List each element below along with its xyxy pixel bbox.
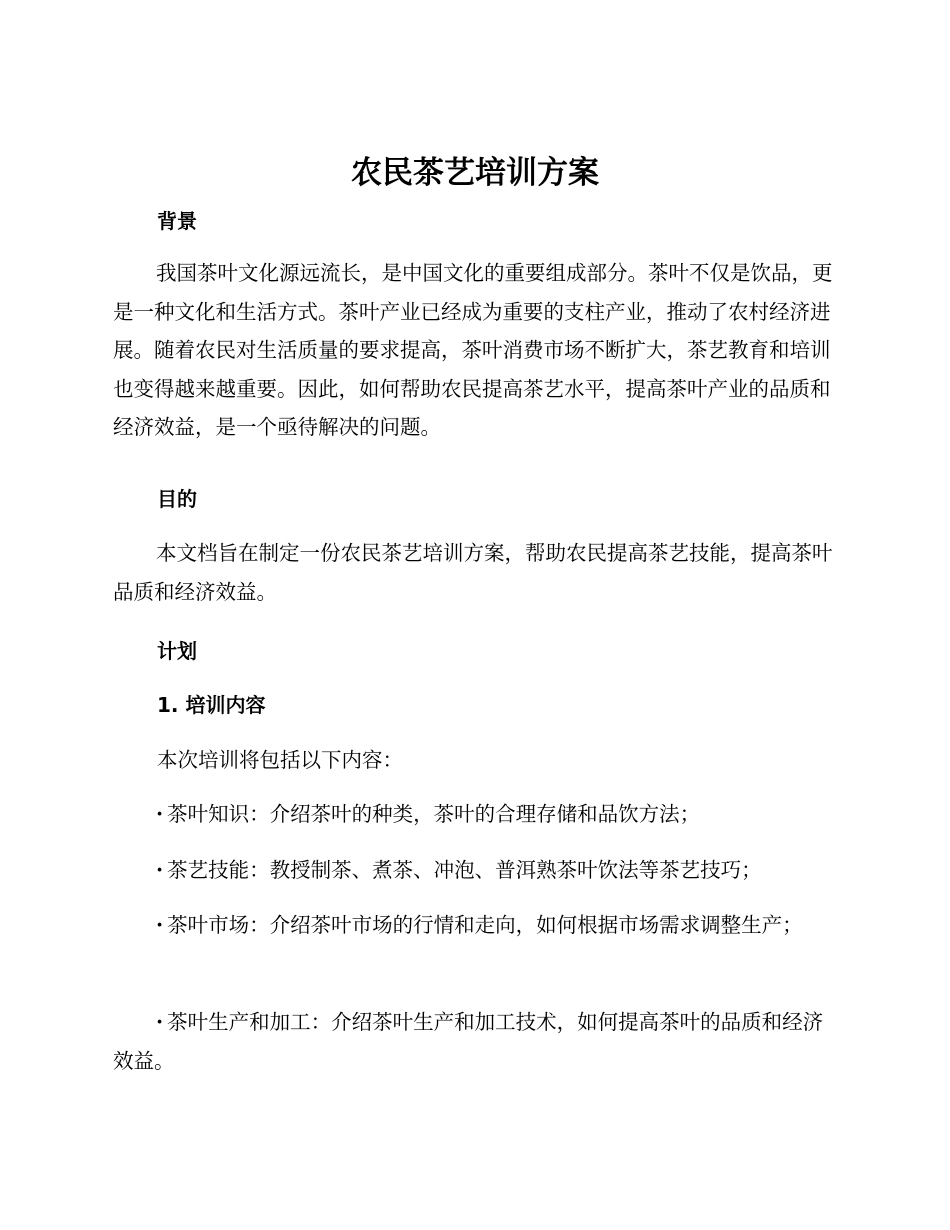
plan-list-item xyxy=(113,906,833,945)
plan-list-item-text: 茶叶知识：介绍茶叶的种类，茶叶的合理存储和品饮方法； xyxy=(167,802,701,826)
plan-list-item-text: 茶叶生产和加工：介绍茶叶生产和加工技术，如何提高茶叶的品质和经济效益。 xyxy=(113,1010,824,1073)
section-heading-purpose: 目的 xyxy=(157,487,197,511)
bullet-dot: · xyxy=(156,1010,164,1034)
bullet-dot: · xyxy=(156,913,164,937)
plan-list-item-text: 茶叶市场：介绍茶叶市场的行情和走向，如何根据市场需求调整生产； xyxy=(167,913,803,937)
plan-list-item xyxy=(113,1003,833,1080)
purpose-paragraph: 本文档旨在制定一份农民茶艺培训方案，帮助农民提高茶艺技能，提高茶叶品质和经济效益。 xyxy=(113,541,833,604)
plan-list-item-text: 茶艺技能：教授制茶、煮茶、冲泡、普洱熟茶叶饮法等茶艺技巧； xyxy=(167,858,762,882)
section-heading-plan: 计划 xyxy=(157,639,197,663)
document-title: 农民茶艺培训方案 xyxy=(351,155,599,191)
plan-subheading-training-content: 1. 培训内容 xyxy=(157,693,266,717)
background-paragraph: 我国茶叶文化源远流长，是中国文化的重要组成部分。茶叶不仅是饮品，更是一种文化和生活方式。茶叶产业已经成为重要的支柱产业，推动了农村经济进展。随着农民对生活质量的要求提高，茶叶消费市场不断扩大，茶艺教育和培训也变得越来越重要。因此，如何帮助农民提高茶艺水平，提高茶叶产业的品质和经济效益，是一个亟待解决的问题。 xyxy=(113,261,833,439)
bullet-dot: · xyxy=(156,858,164,882)
plan-intro-text: 本次培训将包括以下内容： xyxy=(157,748,403,772)
section-heading-background: 背景 xyxy=(157,209,197,233)
plan-list-item xyxy=(113,851,833,890)
plan-list-item xyxy=(113,795,833,834)
bullet-dot: · xyxy=(156,802,164,826)
